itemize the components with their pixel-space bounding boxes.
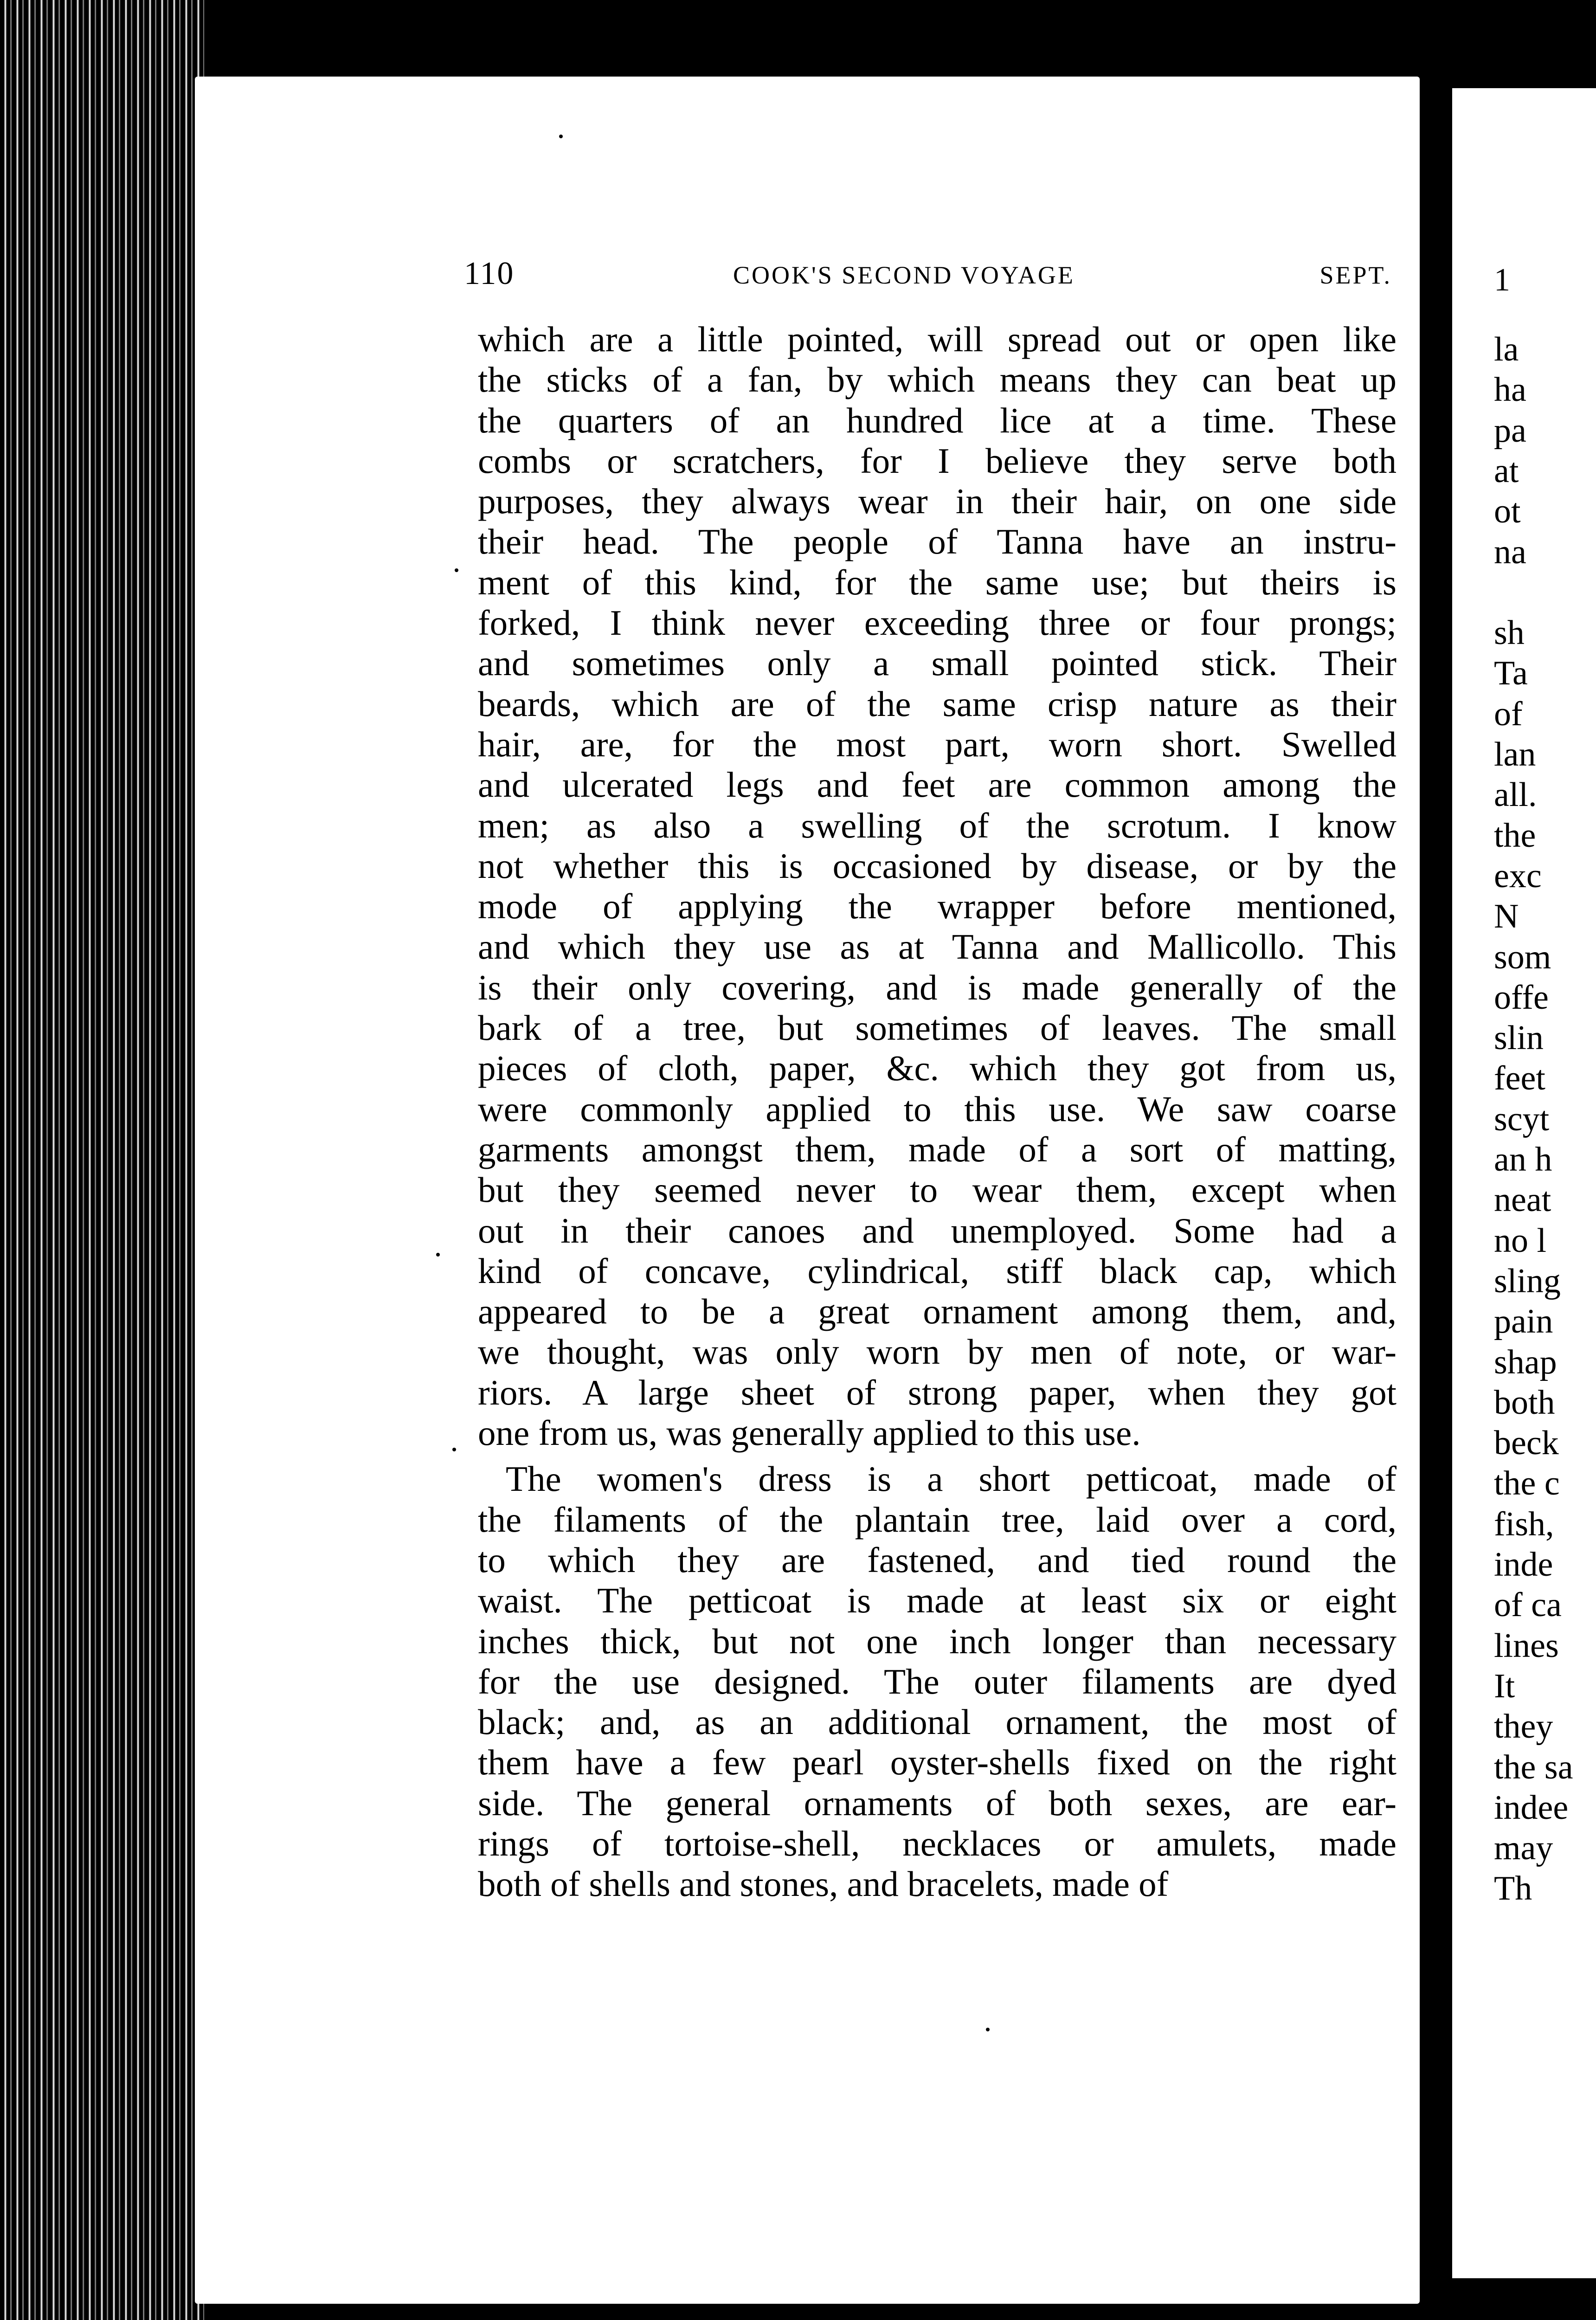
- text-line: men; as also a swelling of the scrotum. I know: [478, 805, 1396, 845]
- running-header: [464, 255, 1392, 292]
- text-line: one from us, was generally applied to this use.: [478, 1413, 1141, 1453]
- next-page-edge: [1452, 88, 1596, 2278]
- next-page-line: slin: [1494, 1019, 1544, 1057]
- text-line: pieces of cloth, paper, &c. which they got from us,: [478, 1048, 1396, 1089]
- text-line: waist. The petticoat is made at least six or eight: [478, 1580, 1396, 1621]
- next-page-header: 1: [1494, 262, 1510, 298]
- text-line: bark of a tree, but sometimes of leaves. The small: [478, 1008, 1396, 1048]
- text-line: is their only covering, and is made generally of the: [478, 967, 1396, 1007]
- next-page-line: sh: [1494, 614, 1525, 652]
- next-page-line: na: [1494, 533, 1526, 571]
- next-page-line: Th: [1494, 1869, 1532, 1908]
- next-page-line: indee: [1494, 1788, 1569, 1827]
- text-line: rings of tortoise-shell, necklaces or amulets, made: [478, 1823, 1396, 1863]
- next-page-line: at: [1494, 451, 1519, 490]
- next-page-line: the sa: [1494, 1748, 1573, 1786]
- text-line: were commonly applied to this use. We saw coarse: [478, 1089, 1396, 1129]
- text-line: hair, are, for the most part, worn short. Swelled: [478, 724, 1396, 764]
- book-binding-edge: [0, 0, 204, 2320]
- body-text: [478, 319, 1396, 1905]
- next-page-line: the: [1494, 816, 1536, 855]
- next-page-line: N: [1494, 897, 1519, 936]
- next-page-line: ha: [1494, 371, 1526, 409]
- page-number: 110: [464, 256, 515, 291]
- next-page-line: lan: [1494, 735, 1536, 773]
- text-line: combs or scratchers, for I believe they serve both: [478, 440, 1396, 481]
- text-line: inches thick, but not one inch longer than necessary: [478, 1621, 1396, 1661]
- text-line: the quarters of an hundred lice at a time. These: [478, 400, 1396, 440]
- text-line: ment of this kind, for the same use; but theirs is: [478, 562, 1396, 602]
- header-month: SEPT.: [1319, 261, 1392, 289]
- text-line: and sometimes only a small pointed stick. Their: [478, 643, 1396, 683]
- text-line: and ulcerated legs and feet are common among the: [478, 765, 1396, 805]
- next-page-line: neat: [1494, 1181, 1551, 1219]
- text-line: mode of applying the wrapper before mentioned,: [478, 886, 1396, 927]
- text-line: black; and, as an additional ornament, the most of: [478, 1702, 1396, 1742]
- text-line: we thought, was only worn by men of note, or war-: [478, 1332, 1396, 1372]
- text-line: purposes, they always wear in their hair, on one side: [478, 481, 1396, 522]
- next-page-line: som: [1494, 938, 1551, 976]
- text-line: riors. A large sheet of strong paper, when they got: [478, 1372, 1396, 1412]
- text-line: out in their canoes and unemployed. Some had a: [478, 1210, 1396, 1250]
- next-page-line: ot: [1494, 492, 1521, 531]
- next-page-line: la: [1494, 330, 1519, 368]
- text-line: The women's dress is a short petticoat, made of: [506, 1459, 1396, 1499]
- next-page-line: pa: [1494, 411, 1526, 450]
- next-page-line: shap: [1494, 1343, 1557, 1381]
- next-page-line: lines: [1494, 1626, 1559, 1665]
- next-page-line: all.: [1494, 776, 1537, 814]
- text-line: kind of concave, cylindrical, stiff black cap, which: [478, 1250, 1396, 1291]
- next-page-line: inde: [1494, 1546, 1553, 1584]
- text-line: not whether this is occasioned by disease, or by the: [478, 845, 1396, 886]
- text-line: side. The general ornaments of both sexes, are ear-: [478, 1783, 1396, 1823]
- next-page-line: Ta: [1494, 654, 1528, 693]
- scan-speck: [436, 1253, 440, 1257]
- text-line: the sticks of a fan, by which means they can beat up: [478, 360, 1396, 400]
- next-page-line: It: [1494, 1667, 1515, 1705]
- next-page-line: offe: [1494, 978, 1549, 1017]
- text-line: beards, which are of the same crisp nature as their: [478, 683, 1396, 724]
- next-page-line: they: [1494, 1708, 1553, 1746]
- next-page-line: exc: [1494, 857, 1542, 895]
- text-line: and which they use as at Tanna and Mallicollo. This: [478, 927, 1396, 967]
- text-line: for the use designed. The outer filaments are dyed: [478, 1661, 1396, 1701]
- text-line: appeared to be a great ornament among them, and,: [478, 1291, 1396, 1332]
- next-page-line: of: [1494, 695, 1523, 733]
- next-page-line: no l: [1494, 1221, 1547, 1260]
- scan-speck: [452, 1448, 456, 1451]
- next-page-line: of ca: [1494, 1586, 1562, 1624]
- text-line: which are a little pointed, will spread out or open like: [478, 319, 1396, 359]
- text-line: the filaments of the plantain tree, laid over a cord,: [478, 1499, 1396, 1540]
- scan-speck: [986, 2028, 990, 2031]
- next-page-line: pain: [1494, 1302, 1553, 1341]
- next-page-line: feet: [1494, 1059, 1545, 1098]
- next-page-line: the c: [1494, 1464, 1560, 1503]
- next-page-line: fish,: [1494, 1505, 1554, 1543]
- next-page-line: sling: [1494, 1262, 1561, 1300]
- scan-speck: [559, 135, 563, 138]
- text-line: their head. The people of Tanna have an instru-: [478, 522, 1396, 562]
- text-line: both of shells and stones, and bracelets, made of: [478, 1864, 1169, 1904]
- next-page-line: both: [1494, 1383, 1555, 1422]
- text-line: forked, I think never exceeding three or four prongs;: [478, 603, 1396, 643]
- running-title: COOK'S SECOND VOYAGE: [733, 261, 1075, 289]
- text-line: to which they are fastened, and tied round the: [478, 1540, 1396, 1580]
- next-page-line: scyt: [1494, 1100, 1550, 1138]
- next-page-line: may: [1494, 1829, 1553, 1868]
- next-page-line: an h: [1494, 1141, 1552, 1179]
- scan-speck: [455, 568, 458, 572]
- text-line: but they seemed never to wear them, except when: [478, 1170, 1396, 1210]
- text-line: them have a few pearl oyster-shells fixed on the right: [478, 1742, 1396, 1783]
- text-line: garments amongst them, made of a sort of matting,: [478, 1129, 1396, 1169]
- next-page-line: beck: [1494, 1424, 1559, 1463]
